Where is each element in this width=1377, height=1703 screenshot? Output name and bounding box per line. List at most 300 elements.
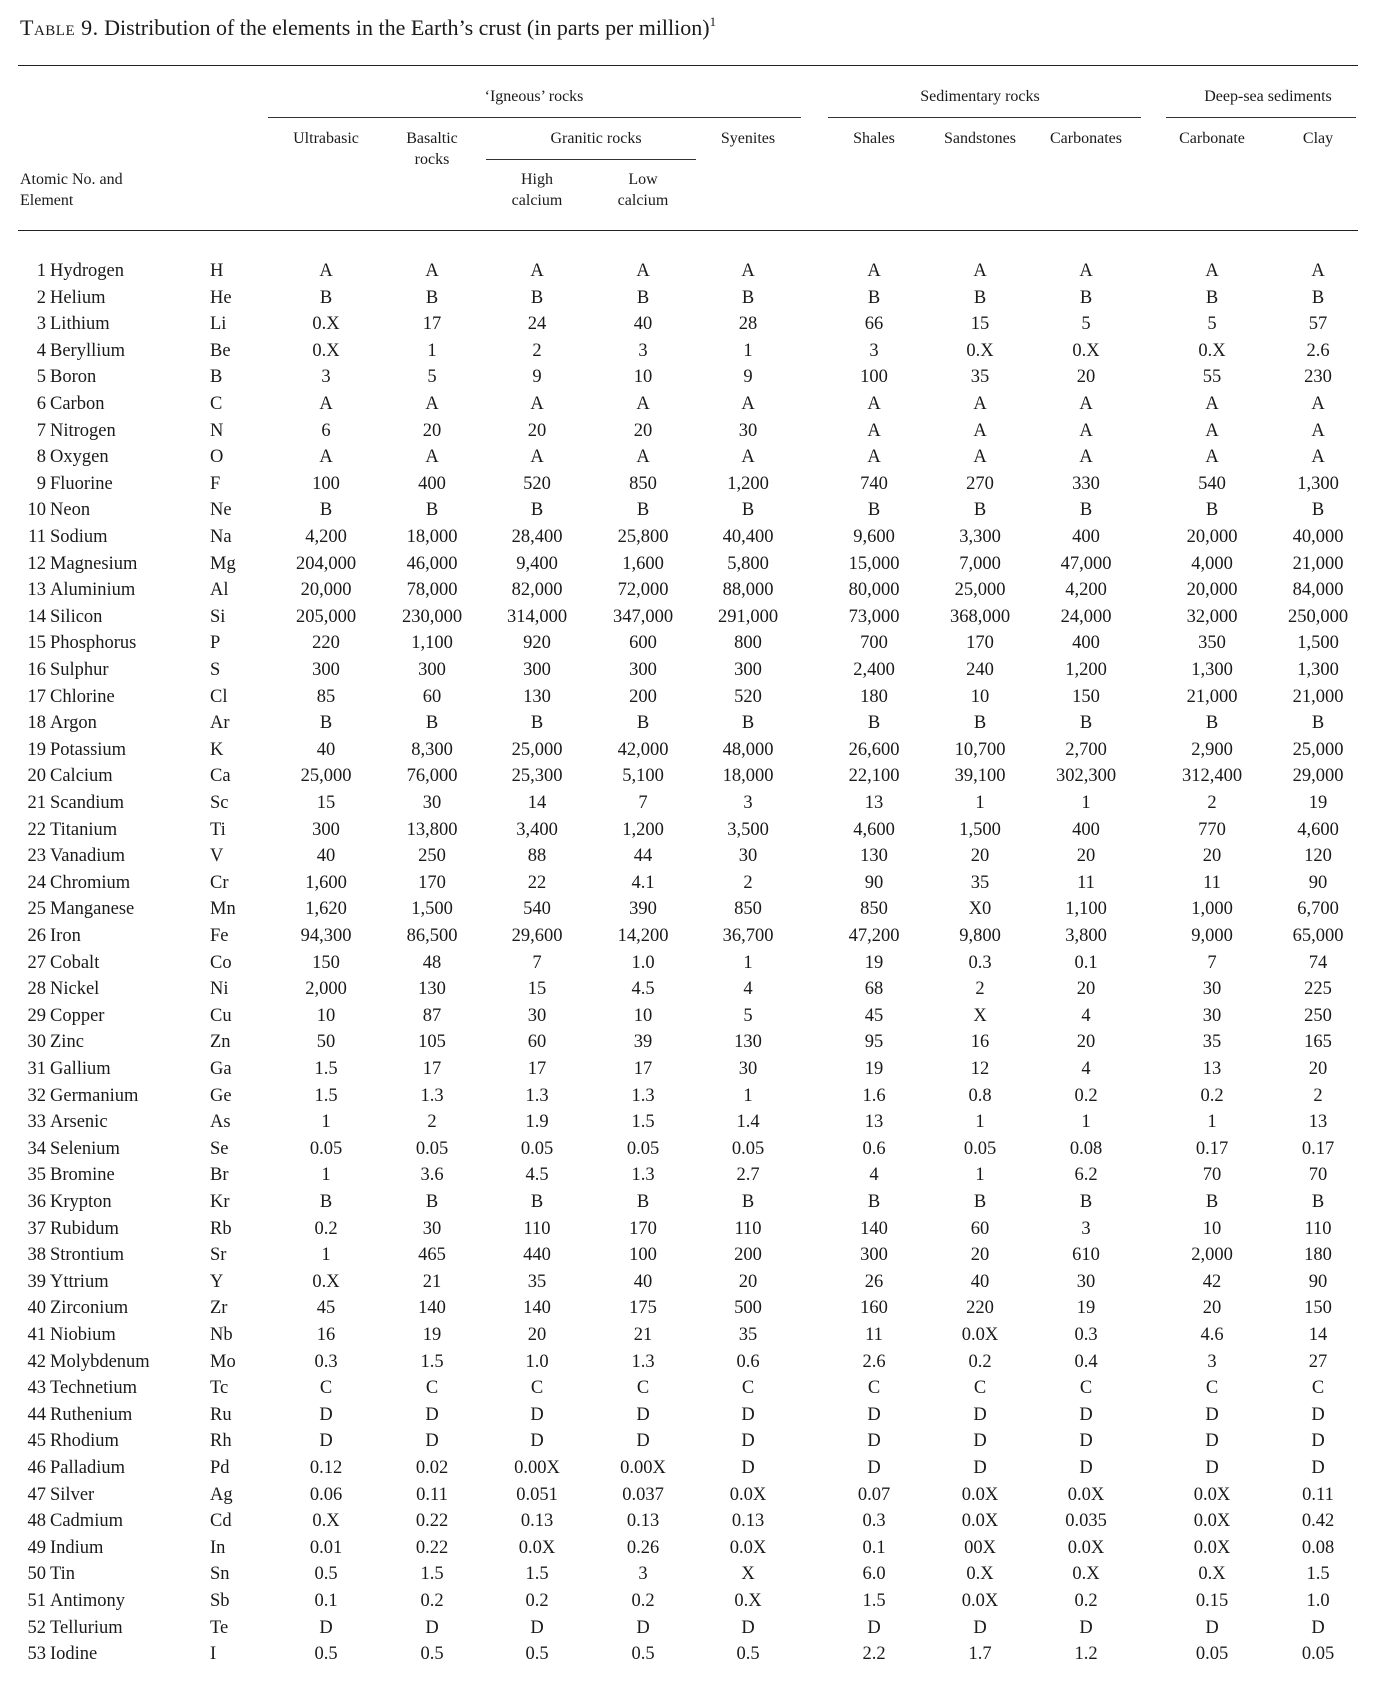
element-name: Fluorine: [50, 473, 113, 494]
cell-shales: 19: [864, 952, 884, 973]
cell-high-calcium: 0.5: [525, 1644, 549, 1665]
cell-ultrabasic: 0.12: [309, 1458, 343, 1478]
element-name: Chlorine: [50, 686, 115, 707]
atomic-number: 50: [27, 1564, 46, 1585]
atomic-number: 33: [27, 1112, 46, 1133]
table-row: [0, 1428, 1377, 1454]
cell-sandstones: 1: [975, 793, 985, 813]
cell-high-calcium: 24: [527, 314, 547, 335]
table-row: [0, 604, 1377, 630]
element-symbol: Kr: [210, 1192, 230, 1212]
atomic-number: 17: [27, 686, 46, 707]
cell-carbonate: 770: [1198, 819, 1226, 840]
cell-carbonate: 0.0X: [1193, 1537, 1231, 1558]
cell-basaltic: 8,300: [411, 739, 453, 760]
cell-carbonate: 1: [1207, 1112, 1217, 1133]
atomic-number: 20: [27, 766, 46, 787]
cell-ultrabasic: A: [319, 447, 333, 468]
cell-low-calcium: 4.1: [631, 872, 655, 893]
cell-syenites: 1: [743, 1085, 753, 1106]
cell-ultrabasic: 0.X: [312, 314, 340, 335]
element-symbol: Li: [210, 314, 227, 335]
cell-basaltic: 0.02: [415, 1458, 449, 1478]
cell-shales: D: [867, 1431, 881, 1452]
cell-shales: 22,100: [848, 766, 900, 787]
cell-carbonates: 1,100: [1065, 899, 1107, 920]
cell-high-calcium: D: [530, 1617, 544, 1638]
cell-clay: A: [1311, 420, 1325, 441]
cell-sandstones: D: [973, 1617, 987, 1638]
table-row: [0, 1349, 1377, 1375]
cell-clay: 250,000: [1287, 606, 1349, 627]
cell-carbonates: 0.X: [1072, 1564, 1100, 1585]
cell-clay: 90: [1308, 872, 1328, 893]
table-row: [0, 1375, 1377, 1401]
cell-carbonates: A: [1079, 261, 1093, 281]
cell-ultrabasic: 0.X: [312, 340, 340, 361]
cell-sandstones: 25,000: [954, 580, 1006, 601]
cell-syenites: C: [741, 1378, 755, 1399]
table-row: [0, 338, 1377, 364]
cell-basaltic: 1,500: [411, 899, 453, 920]
cell-syenites: 300: [734, 660, 762, 680]
cell-sandstones: 35: [970, 872, 990, 893]
table-row: [0, 444, 1377, 470]
cell-sandstones: 40: [970, 1271, 990, 1292]
table-row: [0, 630, 1377, 656]
cell-high-calcium: D: [530, 1431, 544, 1452]
cell-shales: A: [867, 447, 881, 468]
cell-carbonates: B: [1079, 500, 1093, 521]
cell-syenites: 1,200: [727, 473, 769, 494]
element-symbol: Ne: [210, 500, 232, 521]
cell-basaltic: B: [425, 500, 439, 521]
atomic-number: 12: [27, 553, 46, 574]
element-name: Zirconium: [50, 1298, 129, 1319]
cell-carbonate: 0.2: [1200, 1085, 1224, 1106]
cell-sandstones: B: [973, 713, 987, 734]
cell-clay: 19: [1308, 793, 1328, 813]
cell-carbonates: 0.0X: [1067, 1537, 1105, 1558]
cell-carbonate: 3: [1207, 1351, 1217, 1372]
cell-carbonate: A: [1205, 261, 1219, 281]
cell-carbonates: 30: [1076, 1271, 1096, 1292]
cell-carbonate: D: [1205, 1431, 1219, 1452]
cell-shales: 13: [864, 793, 884, 813]
element-symbol: Rh: [210, 1431, 232, 1452]
cell-syenites: 3: [743, 793, 753, 813]
cell-shales: 45: [864, 1005, 884, 1026]
cell-carbonate: 30: [1202, 1005, 1222, 1026]
element-name: Tellurium: [50, 1617, 123, 1638]
element-symbol: Fe: [210, 926, 229, 946]
cell-syenites: 1.4: [736, 1112, 760, 1133]
cell-carbonate: 350: [1198, 633, 1226, 654]
table-row: [0, 551, 1377, 577]
cell-syenites: B: [741, 287, 755, 308]
cell-clay: 250: [1304, 1005, 1332, 1026]
cell-clay: A: [1311, 261, 1325, 281]
col-header-syenites: Syenites: [720, 130, 776, 147]
element-symbol: Zn: [210, 1032, 231, 1053]
element-name: Nickel: [50, 979, 100, 1000]
table-row: [0, 843, 1377, 869]
cell-low-calcium: 40: [633, 314, 653, 335]
cell-ultrabasic: 1.5: [314, 1085, 338, 1106]
cell-basaltic: 20: [422, 420, 442, 441]
cell-sandstones: 2: [975, 979, 985, 1000]
element-symbol: Ar: [210, 713, 230, 734]
cell-ultrabasic: A: [319, 261, 333, 281]
cell-sandstones: 270: [966, 473, 994, 494]
element-name: Titanium: [50, 819, 118, 840]
group-header-sedimentary: Sedimentary rocks: [920, 88, 1040, 105]
cell-high-calcium: 440: [523, 1245, 551, 1266]
cell-high-calcium: 300: [523, 660, 551, 680]
table-row: [0, 1588, 1377, 1614]
element-name: Chromium: [50, 872, 131, 893]
cell-carbonates: 2,700: [1065, 739, 1107, 760]
table-row: [0, 1561, 1377, 1587]
cell-ultrabasic: 1: [321, 1112, 331, 1133]
element-name: Aluminium: [50, 580, 136, 601]
cell-low-calcium: 17: [633, 1059, 653, 1079]
cell-ultrabasic: 1: [321, 1245, 331, 1266]
element-name: Cadmium: [50, 1511, 123, 1532]
cell-ultrabasic: 1,600: [305, 872, 347, 893]
cell-syenites: 36,700: [722, 926, 774, 946]
col-header-clay: Clay: [1302, 130, 1334, 147]
cell-low-calcium: B: [636, 1192, 650, 1212]
element-symbol: K: [210, 739, 224, 760]
cell-clay: A: [1311, 394, 1325, 414]
cell-carbonates: 20: [1076, 367, 1096, 388]
cell-shales: 0.6: [862, 1138, 886, 1159]
cell-syenites: 9: [743, 367, 753, 388]
cell-clay: 165: [1304, 1032, 1332, 1053]
atomic-number: 26: [27, 926, 46, 946]
element-symbol: Sn: [210, 1564, 230, 1585]
cell-syenites: 5,800: [727, 553, 769, 574]
element-name: Boron: [50, 367, 97, 388]
header-bottom-rule: [18, 230, 1358, 231]
element-symbol: Ni: [210, 979, 229, 1000]
atomic-number: 44: [27, 1404, 46, 1425]
table-row: [0, 497, 1377, 523]
cell-carbonate: 20,000: [1186, 580, 1238, 601]
cell-syenites: B: [741, 1192, 755, 1212]
cell-sandstones: A: [973, 394, 987, 414]
cell-carbonates: 1.2: [1074, 1644, 1098, 1665]
cell-basaltic: D: [425, 1431, 439, 1452]
cell-high-calcium: 30: [527, 1005, 547, 1026]
cell-shales: 47,200: [848, 926, 900, 946]
element-symbol: N: [210, 420, 224, 441]
table-row: [0, 1269, 1377, 1295]
cell-carbonate: 0.0X: [1193, 1484, 1231, 1505]
row-header-line2: Element: [20, 192, 74, 209]
atomic-number: 1: [36, 261, 46, 281]
cell-sandstones: 12: [970, 1059, 990, 1079]
cell-shales: 0.3: [862, 1511, 886, 1532]
element-symbol: Sc: [210, 793, 229, 813]
cell-clay: 225: [1304, 979, 1332, 1000]
cell-sandstones: 1: [975, 1112, 985, 1133]
cell-high-calcium: 28,400: [511, 527, 563, 547]
cell-syenites: 2.7: [736, 1165, 760, 1186]
cell-carbonates: 20: [1076, 846, 1096, 867]
table-row: [0, 684, 1377, 710]
cell-basaltic: 46,000: [406, 553, 458, 574]
cell-shales: 160: [860, 1298, 888, 1319]
cell-low-calcium: B: [636, 500, 650, 521]
cell-basaltic: 0.11: [416, 1484, 448, 1505]
cell-basaltic: A: [425, 261, 439, 281]
cell-sandstones: A: [973, 261, 987, 281]
cell-ultrabasic: 0.X: [312, 1511, 340, 1532]
cell-carbonate: D: [1205, 1404, 1219, 1425]
cell-high-calcium: 2: [532, 340, 542, 361]
cell-clay: D: [1311, 1617, 1325, 1638]
element-name: Krypton: [50, 1192, 112, 1212]
element-name: Ruthenium: [50, 1404, 133, 1425]
element-name: Phosphorus: [50, 633, 137, 654]
element-name: Palladium: [50, 1458, 126, 1478]
table-row: [0, 1402, 1377, 1428]
element-symbol: Ag: [210, 1484, 233, 1505]
cell-high-calcium: 0.051: [516, 1484, 558, 1505]
cell-carbonates: 5: [1081, 314, 1091, 335]
cell-clay: 180: [1304, 1245, 1332, 1266]
col-header-shales: Shales: [853, 130, 895, 147]
cell-ultrabasic: B: [319, 1192, 333, 1212]
cell-ultrabasic: 0.X: [312, 1271, 340, 1292]
cell-ultrabasic: B: [319, 500, 333, 521]
cell-basaltic: D: [425, 1404, 439, 1425]
cell-clay: 0.05: [1301, 1644, 1335, 1665]
cell-sandstones: 0.3: [968, 952, 992, 973]
cell-high-calcium: 130: [523, 686, 551, 707]
table-row: [0, 524, 1377, 550]
cell-sandstones: 60: [970, 1218, 990, 1239]
cell-high-calcium: 9: [532, 367, 542, 388]
cell-shales: 130: [860, 846, 888, 867]
cell-basaltic: 0.22: [415, 1537, 449, 1558]
cell-syenites: A: [741, 394, 755, 414]
cell-carbonates: D: [1079, 1404, 1093, 1425]
cell-syenites: 35: [738, 1325, 758, 1345]
element-name: Bromine: [50, 1165, 115, 1186]
element-symbol: Ti: [210, 819, 226, 840]
cell-basaltic: D: [425, 1617, 439, 1638]
cell-clay: 120: [1304, 846, 1332, 867]
table-title: Distribution of the elements in the Earth’s crust (in parts per million): [104, 15, 710, 40]
cell-basaltic: B: [425, 287, 439, 308]
element-symbol: Al: [210, 580, 229, 601]
cell-low-calcium: 347,000: [612, 606, 674, 627]
cell-sandstones: 0.0X: [961, 1484, 999, 1505]
cell-sandstones: C: [973, 1378, 987, 1399]
cell-ultrabasic: 6: [321, 420, 331, 441]
cell-ultrabasic: 0.5: [314, 1644, 338, 1665]
cell-syenites: B: [741, 713, 755, 734]
cell-ultrabasic: 0.05: [309, 1138, 343, 1159]
col-header-high-calcium-line2: calcium: [511, 192, 563, 209]
cell-basaltic: 30: [422, 1218, 442, 1239]
cell-syenites: X: [741, 1564, 755, 1585]
cell-sandstones: 0.2: [968, 1351, 992, 1372]
element-name: Copper: [50, 1005, 105, 1026]
cell-basaltic: 86,500: [406, 926, 458, 946]
cell-clay: B: [1311, 287, 1325, 308]
cell-ultrabasic: 220: [312, 633, 340, 654]
cell-high-calcium: 314,000: [506, 606, 568, 627]
atomic-number: 48: [27, 1511, 46, 1532]
cell-basaltic: 250: [418, 846, 446, 867]
element-name: Technetium: [50, 1378, 138, 1399]
atomic-number: 52: [27, 1617, 46, 1638]
cell-clay: 90: [1308, 1271, 1328, 1292]
cell-syenites: 20: [738, 1271, 758, 1292]
cell-low-calcium: 1.5: [631, 1112, 655, 1133]
atomic-number: 15: [27, 633, 46, 654]
cell-sandstones: 1.7: [968, 1644, 992, 1665]
table-caption: [20, 14, 716, 41]
col-header-ultrabasic: Ultrabasic: [293, 130, 359, 147]
cell-clay: 20: [1308, 1059, 1328, 1079]
element-name: Potassium: [50, 739, 127, 760]
cell-high-calcium: 17: [527, 1059, 547, 1079]
cell-basaltic: 5: [427, 367, 437, 388]
element-name: Helium: [50, 287, 106, 308]
element-name: Indium: [50, 1537, 104, 1558]
cell-high-calcium: 15: [527, 979, 547, 1000]
cell-low-calcium: 72,000: [617, 580, 669, 601]
cell-carbonate: B: [1205, 713, 1219, 734]
element-symbol: Mg: [210, 553, 236, 574]
element-symbol: Nb: [210, 1325, 233, 1345]
element-name: Neon: [50, 500, 91, 521]
atomic-number: 22: [27, 819, 46, 840]
element-symbol: Cu: [210, 1005, 232, 1026]
atomic-number: 39: [27, 1271, 46, 1292]
element-symbol: Cl: [210, 686, 228, 707]
cell-syenites: 30: [738, 846, 758, 867]
cell-syenites: D: [741, 1458, 755, 1478]
cell-carbonates: C: [1079, 1378, 1093, 1399]
cell-basaltic: 19: [422, 1325, 442, 1345]
footnote-mark: 1: [709, 14, 717, 29]
cell-sandstones: 10,700: [954, 739, 1006, 760]
atomic-number: 9: [36, 473, 46, 494]
atomic-number: 42: [27, 1351, 46, 1372]
cell-high-calcium: 540: [523, 899, 551, 920]
cell-low-calcium: 100: [629, 1245, 657, 1266]
cell-carbonates: 4: [1081, 1005, 1091, 1026]
cell-shales: 2.6: [862, 1351, 886, 1372]
cell-syenites: B: [741, 500, 755, 521]
cell-low-calcium: A: [636, 394, 650, 414]
cell-sandstones: 1: [975, 1165, 985, 1186]
cell-sandstones: 170: [966, 633, 994, 654]
cell-shales: 68: [864, 979, 884, 1000]
table-row: [0, 950, 1377, 976]
cell-sandstones: D: [973, 1458, 987, 1478]
cell-carbonate: 20,000: [1186, 527, 1238, 547]
cell-high-calcium: 520: [523, 473, 551, 494]
cell-carbonates: 6.2: [1074, 1165, 1098, 1186]
cell-carbonate: 1,300: [1191, 660, 1233, 680]
cell-carbonates: A: [1079, 420, 1093, 441]
cell-carbonate: A: [1205, 447, 1219, 468]
cell-syenites: 0.05: [731, 1138, 765, 1159]
cell-low-calcium: A: [636, 261, 650, 281]
element-name: Beryllium: [50, 340, 126, 361]
element-name: Iron: [50, 926, 81, 946]
cell-carbonates: 1: [1081, 793, 1091, 813]
cell-ultrabasic: 85: [316, 686, 336, 707]
cell-basaltic: 3.6: [420, 1165, 444, 1186]
cell-ultrabasic: 0.1: [314, 1591, 338, 1611]
cell-carbonate: 11: [1203, 872, 1221, 893]
atomic-number: 8: [36, 447, 46, 468]
cell-shales: 180: [860, 686, 888, 707]
cell-carbonate: 55: [1202, 367, 1222, 388]
group-rule-sedimentary: [828, 117, 1141, 118]
cell-shales: 850: [860, 899, 888, 920]
table-row: [0, 870, 1377, 896]
table-row: [0, 1242, 1377, 1268]
cell-syenites: 3,500: [727, 819, 769, 840]
cell-basaltic: 18,000: [406, 527, 458, 547]
cell-shales: 0.07: [857, 1484, 891, 1505]
table-row: [0, 311, 1377, 337]
cell-carbonates: B: [1079, 713, 1093, 734]
cell-basaltic: 1: [427, 340, 437, 361]
element-name: Sulphur: [50, 660, 109, 680]
table-row: [0, 1029, 1377, 1055]
atomic-number: 2: [36, 287, 46, 308]
cell-syenites: 291,000: [717, 606, 779, 627]
cell-carbonates: 610: [1072, 1245, 1100, 1266]
table-row: [0, 1482, 1377, 1508]
cell-sandstones: X: [973, 1005, 987, 1026]
cell-sandstones: 00X: [964, 1537, 996, 1558]
cell-basaltic: 13,800: [406, 819, 458, 840]
element-name: Carbon: [50, 394, 105, 414]
cell-shales: 1.5: [862, 1591, 886, 1611]
cell-low-calcium: 39: [633, 1032, 653, 1053]
cell-ultrabasic: 0.01: [309, 1537, 343, 1558]
cell-ultrabasic: 204,000: [295, 553, 357, 574]
atomic-number: 47: [27, 1484, 46, 1505]
element-symbol: Be: [210, 340, 231, 361]
element-symbol: S: [210, 660, 221, 680]
cell-basaltic: 105: [418, 1032, 446, 1053]
cell-sandstones: 20: [970, 1245, 990, 1266]
cell-basaltic: 48: [422, 952, 442, 973]
cell-ultrabasic: B: [319, 713, 333, 734]
cell-sandstones: 368,000: [949, 606, 1011, 627]
table-row: [0, 896, 1377, 922]
cell-carbonate: 4.6: [1200, 1325, 1224, 1345]
cell-syenites: 48,000: [722, 739, 774, 760]
cell-carbonate: D: [1205, 1617, 1219, 1638]
cell-basaltic: 0.5: [420, 1644, 444, 1665]
atomic-number: 21: [27, 793, 46, 813]
cell-syenites: D: [741, 1431, 755, 1452]
cell-carbonate: 540: [1198, 473, 1226, 494]
